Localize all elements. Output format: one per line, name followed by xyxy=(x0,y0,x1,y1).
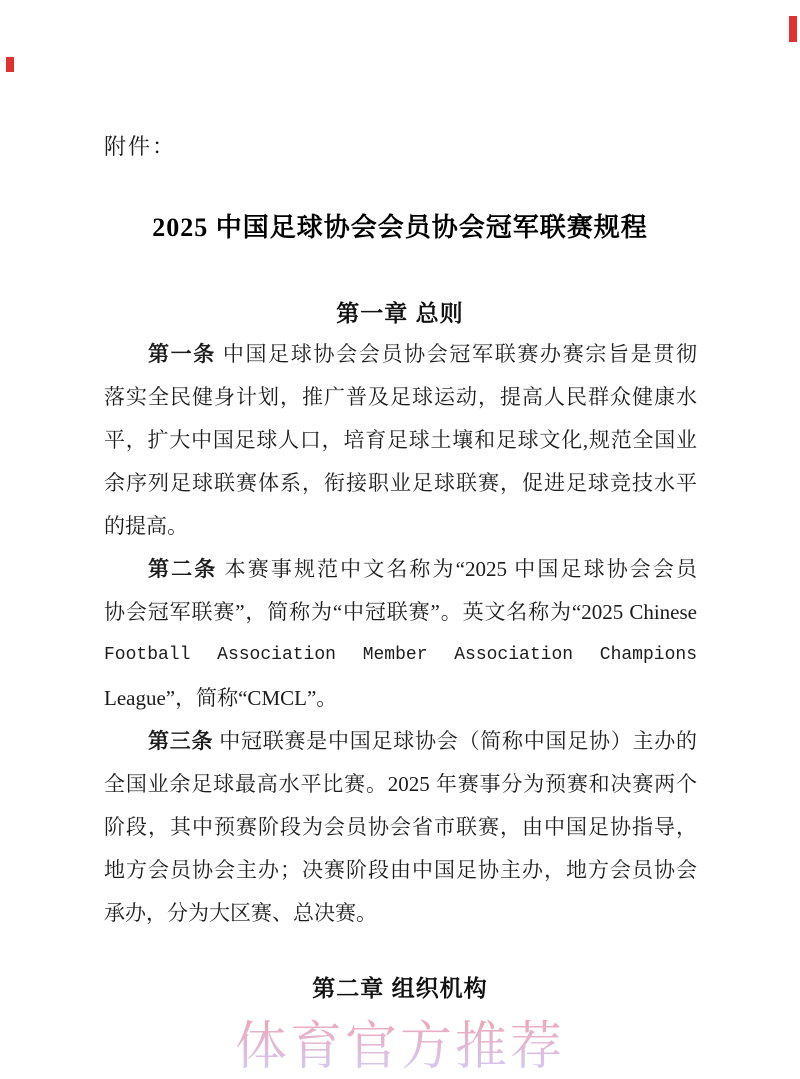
document-line: 平，扩大中国足球人口，培育足球土壤和足球文化,规范全国业 xyxy=(104,428,697,452)
document-line: 余序列足球联赛体系，衔接职业足球联赛，促进足球竞技水平 xyxy=(104,471,697,495)
red-edge-mark-left xyxy=(6,57,14,72)
document-line: 协会冠军联赛”，简称为“中冠联赛”。英文名称为“2025 Chinese xyxy=(104,600,697,624)
document-line: 第三条 中冠联赛是中国足球协会（简称中国足协）主办的 xyxy=(148,729,697,753)
document-line: League”，简称“CMCL”。 xyxy=(104,686,338,710)
document-line: 落实全民健身计划，推广普及足球运动，提高人民群众健康水 xyxy=(104,385,697,409)
watermark-text: 体育官方推荐 xyxy=(0,1004,800,1079)
attachment-label: 附件： xyxy=(104,134,177,159)
document-line: 阶段，其中预赛阶段为会员协会省市联赛，由中国足协指导， xyxy=(104,815,697,839)
document-line: Football Association Member Association Champions xyxy=(104,645,697,665)
red-edge-mark-right xyxy=(789,16,797,42)
document-line: 第二条 本赛事规范中文名称为“2025 中国足球协会会员 xyxy=(148,557,697,581)
clause-number: 第二条 xyxy=(148,557,218,581)
document-line: 的提高。 xyxy=(104,514,188,538)
clause-number: 第一条 xyxy=(148,342,216,366)
document-line: 地方会员协会主办；决赛阶段由中国足协主办，地方会员协会 xyxy=(104,858,697,882)
clause-number: 第三条 xyxy=(148,729,214,753)
document-body xyxy=(104,333,697,935)
chapter-heading-1: 第一章 总则 xyxy=(336,300,464,326)
chapter-heading-2: 第二章 组织机构 xyxy=(312,975,488,1001)
document-line: 承办，分为大区赛、总决赛。 xyxy=(104,901,377,925)
document-line: 全国业余足球最高水平比赛。2025 年赛事分为预赛和决赛两个 xyxy=(104,772,697,796)
document-title: 2025 中国足球协会会员协会冠军联赛规程 xyxy=(152,213,648,242)
document-line: 第一条 中国足球协会会员协会冠军联赛办赛宗旨是贯彻 xyxy=(148,342,697,366)
